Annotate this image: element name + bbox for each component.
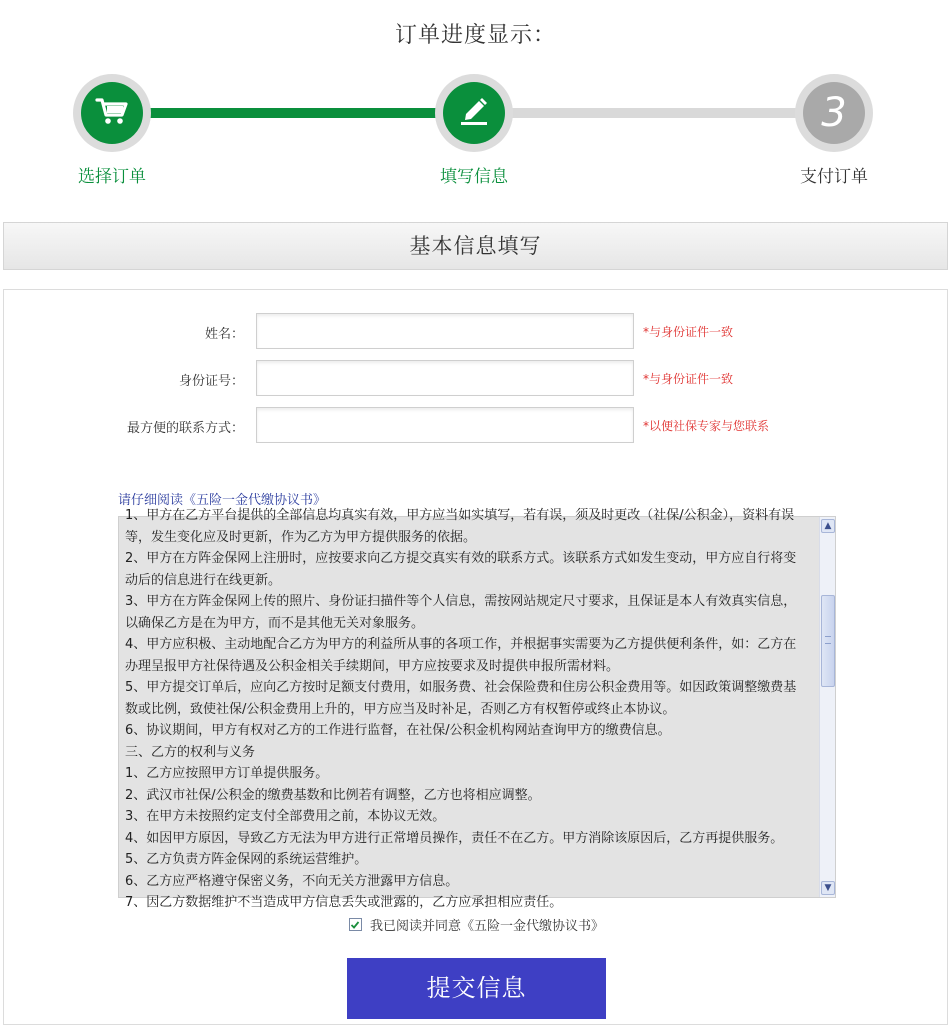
- agreement-line: 4、如因甲方原因，导致乙方无法为甲方进行正常增员操作，责任不在乙方。甲方消除该原因后，乙方再提供服务。: [125, 830, 784, 846]
- step-number: 3: [821, 90, 847, 136]
- id-number-hint: *与身份证件一致: [643, 372, 734, 386]
- contact-input[interactable]: [256, 407, 634, 443]
- form-row-name: [4, 313, 949, 351]
- basic-info-form: [3, 289, 948, 1025]
- agreement-line: 等，发生变化应及时更新，作为乙方为甲方提供服务的依据。: [125, 529, 477, 545]
- scroll-thumb[interactable]: [821, 595, 835, 687]
- step-select-order: [73, 74, 151, 152]
- checkmark-icon: [350, 920, 360, 930]
- scroll-down-icon[interactable]: ▼: [821, 881, 835, 895]
- agreement-line: 3、甲方在方阵金保网上传的照片、身份证扫描件等个人信息，需按网站规定尺寸要求，且保证是本人有效真实信息，: [125, 594, 797, 609]
- step-fill-info: [435, 74, 513, 152]
- step-pay-order: [795, 74, 873, 152]
- progress-title: 订单进度显示：: [394, 23, 556, 48]
- shopping-cart-icon: [95, 96, 129, 130]
- edit-pen-icon: [457, 95, 491, 131]
- agreement-line: 2、甲方在方阵金保网上注册时，应按要求向乙方提交真实有效的联系方式。该联系方式如发生变动，甲方应自行将变: [125, 551, 797, 566]
- submit-button[interactable]: 提交信息: [347, 958, 606, 1019]
- agreement-line: 1、甲方在乙方平台提供的全部信息均真实有效，甲方应当如实填写，若有误，须及时更改（社保/公积金），资料有误: [125, 508, 795, 523]
- scroll-up-icon[interactable]: ▲: [821, 519, 835, 533]
- agreement-line: 7、因乙方数据维护不当造成甲方信息丢失或泄露的，乙方应承担相应责任。: [125, 895, 563, 910]
- progress-track-1: [145, 108, 440, 118]
- agreement-line: 5、甲方提交订单后，应向乙方按时足额支付费用，如服务费、社会保险费和住房公积金费用等。如因政策调整缴费基: [125, 680, 797, 695]
- contact-label: 最方便的联系方式：: [126, 421, 244, 436]
- agree-checkbox[interactable]: [349, 918, 362, 931]
- step-label-pay-order: 支付订单: [800, 167, 868, 187]
- name-hint: *与身份证件一致: [643, 325, 734, 339]
- progress-track-2: [505, 108, 805, 118]
- order-progress-steps: [0, 74, 951, 194]
- agreement-scrollbar[interactable]: [819, 517, 835, 897]
- id-number-input[interactable]: [256, 360, 634, 396]
- agreement-line: 数或比例，致使社保/公积金费用上升的，甲方应当及时补足，否则乙方有权暂停或终止本协议。: [125, 701, 676, 717]
- form-row-contact: [4, 407, 949, 445]
- agreement-line: 三、乙方的权利与义务: [125, 744, 256, 760]
- agreement-line: 3、在甲方未按照约定支付全部费用之前，本协议无效。: [125, 809, 446, 824]
- name-input[interactable]: [256, 313, 634, 349]
- agreement-line: 1、乙方应按照甲方订单提供服务。: [125, 766, 329, 781]
- step-label-select-order: 选择订单: [78, 167, 146, 187]
- agreement-link[interactable]: 请仔细阅读《五险一金代缴协议书》: [118, 493, 327, 508]
- agreement-line: 办理呈报甲方社保待遇及公积金相关手续期间，甲方应按要求及时提供申报所需材料。: [125, 658, 620, 674]
- agreement-line: 6、协议期间，甲方有权对乙方的工作进行监督，在社保/公积金机构网站查询甲方的缴费信息。: [125, 723, 671, 738]
- contact-hint: *以便社保专家与您联系: [643, 419, 770, 433]
- agreement-line: 5、乙方负责方阵金保网的系统运营维护。: [125, 852, 368, 867]
- step-label-fill-info: 填写信息: [440, 167, 508, 187]
- form-row-id-number: [4, 360, 949, 398]
- agreement-line: 动后的信息进行在线更新。: [125, 572, 282, 588]
- agreement-textarea[interactable]: [118, 508, 836, 910]
- section-title: 基本信息填写: [3, 222, 948, 270]
- agree-text: 我已阅读并同意《五险一金代缴协议书》: [369, 919, 604, 934]
- id-number-label: 身份证号：: [178, 374, 244, 389]
- agree-label[interactable]: [349, 915, 604, 934]
- agreement-line: 2、武汉市社保/公积金的缴费基数和比例若有调整，乙方也将相应调整。: [125, 787, 541, 803]
- name-label: 姓名：: [204, 327, 244, 342]
- agreement-text: [119, 505, 819, 914]
- agreement-line: 6、乙方应严格遵守保密义务，不向无关方泄露甲方信息。: [125, 873, 459, 889]
- agree-row: [4, 915, 949, 934]
- agreement-line: 以确保乙方是在为甲方，而不是其他无关对象服务。: [125, 615, 425, 631]
- agreement-line: 4、甲方应积极、主动地配合乙方为甲方的利益所从事的各项工作，并根据事实需要为乙方提供便利条件，如：乙方在: [125, 637, 797, 652]
